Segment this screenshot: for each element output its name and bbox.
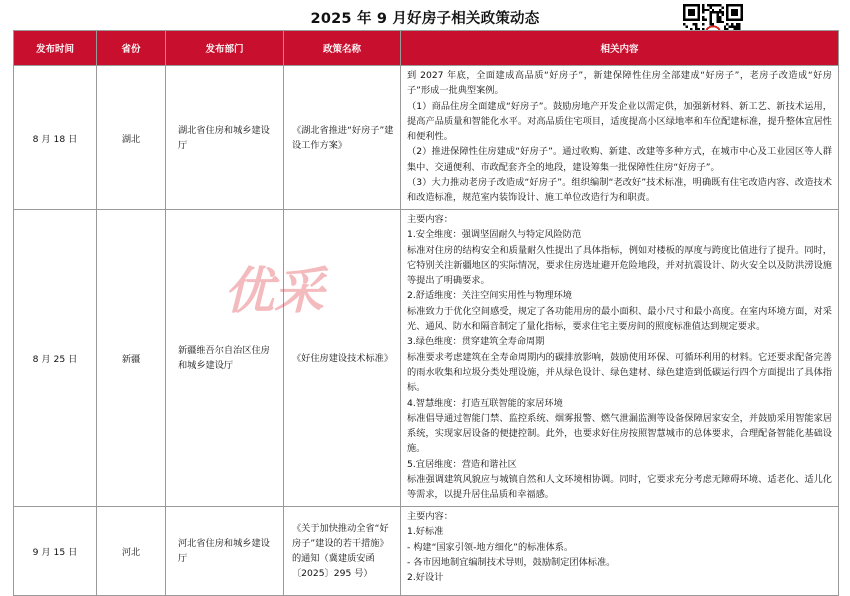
cell-date: 9 月 15 日 xyxy=(14,507,97,596)
cell-policy: 《关于加快推动全省“好房子”建设的若干措施》的通知（冀建质安函〔2025〕295 号） xyxy=(284,507,401,596)
cell-department: 湖北省住房和城乡建设厅 xyxy=(166,66,284,210)
table-header-row xyxy=(14,31,839,66)
cell-policy: 《好住房建设技术标准》 xyxy=(284,210,401,507)
content-line: 5.宜居维度：营造和谐社区 xyxy=(407,458,517,470)
header-content: 相关内容 xyxy=(401,31,839,66)
cell-province: 河北 xyxy=(97,507,166,596)
cell-date: 8 月 25 日 xyxy=(14,210,97,507)
content-line: 标准对住房的结构安全和质量耐久性提出了具体指标，例如对楼板的厚度与跨度比值进行了提升。同时，它特别关注新疆地区的实际情况，要求住房选址避开危险地段，并对抗震设计、防火安全以及防洪涝设施等提出了明确要求。 xyxy=(407,244,832,287)
content-line: 标准倡导通过智能门禁、监控系统、烟雾报警、燃气泄漏监测等设备保障居家安全，并鼓励采用智能家居系统，实现家居设备的便捷控制。此外，也要求好住房按照智慧城市的总体要求，合理配备智能化基础设施。 xyxy=(407,412,832,455)
cell-department: 新疆维吾尔自治区住房和城乡建设厅 xyxy=(166,210,284,507)
content-line: 标准致力于优化空间感受，规定了各功能用房的最小面积、最小尺寸和最小高度。在室内环境方面，对采光、通风、防水和隔音制定了量化指标，要求住宅主要房间的照度标准值达到规定要求。 xyxy=(407,305,832,333)
cell-department: 河北省住房和城乡建设厅 xyxy=(166,507,284,596)
cell-content xyxy=(401,507,839,596)
page-title: 2025 年 9 月好房子相关政策动态 xyxy=(310,11,540,27)
header-date: 发布时间 xyxy=(14,31,97,66)
cell-date: 8 月 18 日 xyxy=(14,66,97,210)
content-line: 4.智慧维度：打造互联智能的家居环境 xyxy=(407,397,563,409)
content-line: （1）商品住房全面建成“好房子”。鼓励房地产开发企业以需定供，加强新材料、新工艺、新技术运用，提高产品质量和智能化水平。对高品质住宅项目，适度提高小区绿地率和车位配建标准，提升整体宜居性和便利性。 xyxy=(407,100,832,143)
table-row xyxy=(14,507,839,596)
header-department: 发布部门 xyxy=(166,31,284,66)
content-line: 2.好设计 xyxy=(407,572,444,584)
cell-content xyxy=(401,66,839,210)
header-policy: 政策名称 xyxy=(284,31,401,66)
content-line: - 构建“国家引领-地方细化”的标准体系。 xyxy=(407,541,574,553)
content-line: 到 2027 年底，全面建成高品质“好房子”，新建保障性住房全部建成“好房子”，老房子改造成“好房子”形成一批典型案例。 xyxy=(407,70,832,97)
content-line: 2.舒适维度：关注空间实用性与物理环境 xyxy=(407,290,572,302)
header-province: 省份 xyxy=(97,31,166,66)
policy-table xyxy=(13,30,839,596)
cell-content xyxy=(401,210,839,507)
table-row xyxy=(14,210,839,507)
cell-province: 湖北 xyxy=(97,66,166,210)
content-line: 主要内容： xyxy=(407,511,453,522)
svg-text:优采: 优采 xyxy=(224,262,324,318)
content-line: 标准要求考虑建筑在全寿命周期内的碳排放影响，鼓励使用环保、可循环利用的材料。它还要求配备完善的雨水收集和垃圾分类处理设施，并从绿色设计、绿色建材、绿色建造到低碳运行四个方面提出了具体指标。 xyxy=(407,351,832,394)
content-line: 主要内容： xyxy=(407,214,453,225)
content-line: （3）大力推动老房子改造成“好房子”。组织编制“老改好”技术标准，明确既有住宅改造内容、改造技术和改造标准，规范室内装饰设计、施工单位改造行为和职责。 xyxy=(407,177,832,204)
content-line: 1.安全维度：强调坚固耐久与特定风险防范 xyxy=(407,229,582,241)
cell-province: 新疆 xyxy=(97,210,166,507)
content-line: 3.绿色维度：贯穿建筑全寿命周期 xyxy=(407,336,545,348)
content-line: 1.好标准 xyxy=(407,526,444,538)
content-line: - 各市因地制宜编制技术导则，鼓励制定团体标准。 xyxy=(407,556,616,568)
cell-policy: 《湖北省推进“好房子”建设工作方案》 xyxy=(284,66,401,210)
content-line: （2）推进保障性住房建成“好房子”。通过收购、新建、改建等多种方式，在城市中心及工业园区等人群集中、交通便利、市政配套齐全的地段，建设筹集一批保障性住房“好房子”。 xyxy=(407,146,832,173)
content-line: 标准强调建筑风貌应与城镇自然和人文环境相协调。同时，它要求充分考虑无障碍环境、适老化、适儿化等需求，以提升居住品质和幸福感。 xyxy=(407,474,832,501)
table-row xyxy=(14,66,839,210)
